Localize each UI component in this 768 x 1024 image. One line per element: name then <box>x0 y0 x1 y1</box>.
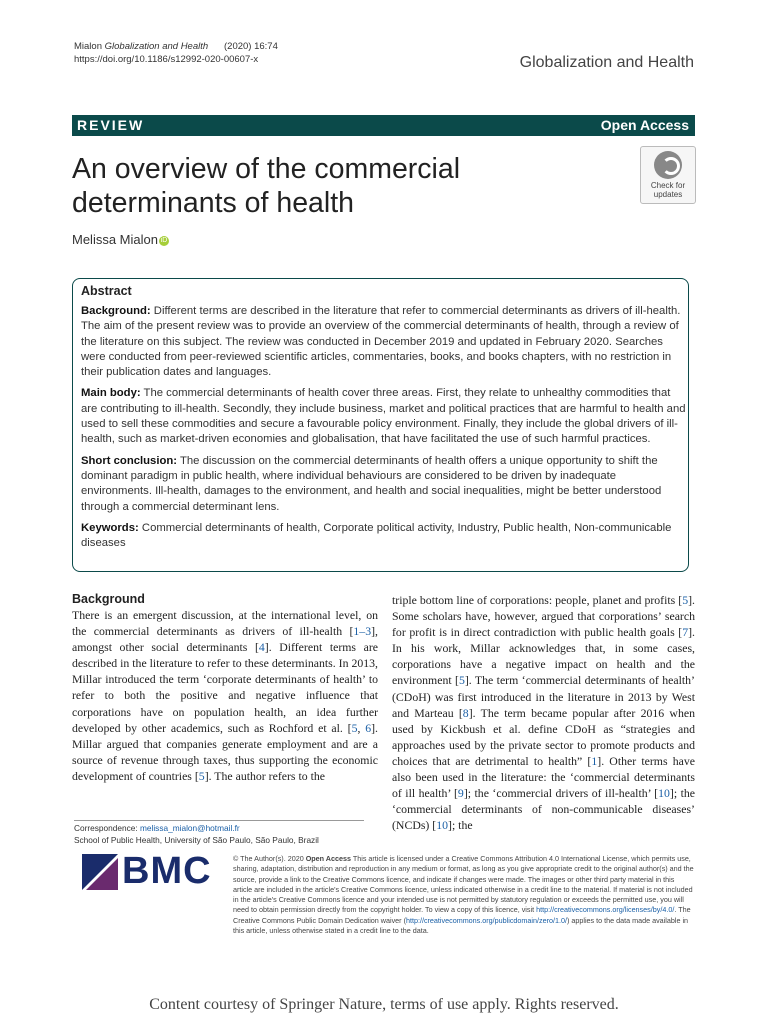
reference-link[interactable]: 1 <box>591 753 598 768</box>
license-body: ) applies to the data made available in this article, unless otherwise stated in a credit line to the data. <box>233 915 689 936</box>
reference-link[interactable]: 1–3 <box>353 624 372 639</box>
section-text: The discussion on the commercial determinants of health offers a unique opportunity to shift the dominant paradigm in public health, where individual behaviours are considered to be driven by inadequate environments. Ill-health, damages to the environment, and health and social inequalities, might be better understood through a commercial determinant lens. <box>81 454 662 513</box>
orcid-icon[interactable]: iD <box>160 236 168 244</box>
abstract-background <box>81 304 688 380</box>
check-for-updates-badge[interactable] <box>640 146 696 204</box>
body-text: triple bottom line of corporations: people, planet and profits [ <box>392 593 683 607</box>
section-label: Background: <box>81 305 151 317</box>
license-cc-by-link[interactable]: http://creativecommons.org/licenses/by/4.0/ <box>536 905 675 915</box>
citation-author: Mialon <box>74 41 102 52</box>
section-label: Keywords: <box>81 521 139 534</box>
body-text: ]. The term ‘commercial determinants of health’ (CDoH) was first introduced in the literature in 2013 by West and Marteau [ <box>392 673 695 720</box>
license-open-access: Open Access <box>305 854 351 863</box>
license-body: . The Creative Commons Public Domain Dedication waiver ( <box>233 905 691 925</box>
body-text: There is an emergent discussion, at the international level, on the commercial determinants as drivers of ill-health [ <box>72 608 378 639</box>
abstract-heading: Abstract <box>81 284 132 298</box>
open-access-label: Open Access <box>600 117 689 133</box>
body-text: ]. Different terms are described in the literature to refer to these determinants. In 2013, Millar introduced the term ‘corporate determinants of health’ to refer to both the positive and negative influence that corporations have on population health, an idea further developed by other academics, such as Rochford et al. [ <box>72 640 378 735</box>
body-text: ]. In his work, Millar acknowledges that, in some cases, corporations have a negative impact on health and the environment [ <box>392 625 695 688</box>
body-paragraph <box>72 607 378 784</box>
article-type-label: REVIEW <box>77 117 145 133</box>
section-heading-background: Background <box>72 592 145 606</box>
body-column-right <box>392 592 695 833</box>
reference-link[interactable]: 5 <box>198 768 205 783</box>
citation-header <box>74 40 278 66</box>
body-text: ]. Millar argued that companies generate employment and are a source of revenue through taxes, thus supporting the economic development of countries [ <box>72 720 378 783</box>
body-text: , <box>357 720 366 735</box>
reference-link[interactable]: 10 <box>658 786 670 801</box>
body-text: ]; the <box>448 818 473 833</box>
journal-name: Globalization and Health <box>519 54 694 71</box>
correspondence-email-link[interactable]: melissa_mialon@hotmail.fr <box>139 823 240 833</box>
body-text: ], amongst other social determinants [ <box>72 624 378 655</box>
author-name[interactable]: Melissa Mialon <box>72 232 158 247</box>
bmc-logo <box>82 850 222 894</box>
body-text: ]. The author refers to the <box>204 768 326 783</box>
update-icon <box>654 151 682 179</box>
reference-link[interactable]: 5 <box>458 673 465 688</box>
section-label: Main body: <box>81 387 141 400</box>
correspondence-label: Correspondence: <box>74 823 140 833</box>
license-text <box>233 854 695 936</box>
reference-link[interactable]: 8 <box>462 705 469 720</box>
footer-notice: Content courtesy of Springer Nature, terms of use apply. Rights reserved. <box>149 996 619 1013</box>
citation-volume: (2020) 16:74 <box>224 41 278 52</box>
abstract-keywords <box>81 521 688 552</box>
doi-link[interactable]: https://doi.org/10.1186/s12992-020-00607-x <box>74 54 259 65</box>
license-cc0-link[interactable]: http://creativecommons.org/publicdomain/zero/1.0/ <box>405 915 567 925</box>
body-text: ]; the ‘commercial determinants of non-communicable diseases’ (NCDs) [ <box>392 786 696 833</box>
citation-journal: Globalization and Health <box>104 41 209 52</box>
abstract-main-body <box>81 386 688 447</box>
reference-link[interactable]: 5 <box>682 593 689 607</box>
reference-link[interactable]: 10 <box>436 818 449 833</box>
bmc-logo-text: BMC <box>122 850 212 892</box>
body-column-left <box>72 592 378 784</box>
license-copyright: © The Author(s). 2020 <box>233 854 306 863</box>
reference-link[interactable]: 5 <box>351 720 358 735</box>
abstract-box <box>72 278 689 572</box>
body-text: ]. Some scholars have, however, argued that corporations’ search for profit is in direct contradiction with public health goals [ <box>392 593 695 640</box>
section-label: Short conclusion: <box>81 454 178 467</box>
reference-link[interactable]: 6 <box>365 720 372 735</box>
reference-link[interactable]: 7 <box>682 625 689 640</box>
author-line <box>72 232 169 247</box>
affiliation: School of Public Health, University of São Paulo, São Paulo, Brazil <box>74 834 319 845</box>
abstract-conclusion <box>81 454 688 515</box>
body-text: ]; the ‘commercial drivers of ill-health’ [ <box>463 786 659 801</box>
reference-link[interactable]: 9 <box>457 786 464 801</box>
section-text: Commercial determinants of health, Corporate political activity, Industry, Public health, Non-communicable diseases <box>81 521 672 550</box>
bmc-logo-icon <box>82 854 118 890</box>
article-title: An overview of the commercial determinants of health <box>72 153 461 219</box>
section-text: Different terms are described in the literature that refer to commercial determinants as drivers of ill-health. The aim of the present review was to provide an overview of the commercial determinants of health, through a review of the literature on this subject. The review was conducted in December 2019 and updated in February 2020. Searches were conducted from peer-reviewed scientific articles, commentaries, books, and books chapters, with no restriction in their publication dates and languages. <box>81 305 681 379</box>
section-text: The commercial determinants of health cover three areas. First, they relate to unhealthy commodities that are contributing to ill-health. Secondly, they include business, market and political practices that are harmful to health and used to sell these commodities and secure a favourable policy environment. Finally, they include the global drivers of ill-health, such as market-driven economies and globalisation, that have facilitated the use of such harmful practices. <box>81 387 686 446</box>
check-for-updates-label: Check for updates <box>650 181 686 199</box>
license-body: This article is licensed under a Creative Commons Attribution 4.0 International License, which permits use, sharing, adaptation, distribution and reproduction in any medium or format, as long as you give appropriate credit to the original author(s) and the source, provide a link to the Creative Commons licence, and indicate if changes were made. The images or other third party material in this article are included in the article's Creative Commons licence, unless indicated otherwise in a credit line to the material. If material is not included in the article's Creative Commons licence and your intended use is not permitted by statutory regulation or exceeds the permitted use, you will need to obtain permission directly from the copyright holder. To view a copy of this licence, visit <box>233 854 694 915</box>
body-text: ]. Other terms have also been used in the literature: the ‘commercial determinants of ill health’ [ <box>392 753 695 801</box>
correspondence-note <box>74 820 364 846</box>
article-type-banner <box>72 115 695 136</box>
body-paragraph <box>392 592 695 833</box>
body-text: ]. The term became popular after 2016 when used by Kickbush et al. define CDoH as “strategies and approaches used by the private sector to promote products and choices that are detrimental to health” [ <box>392 705 695 768</box>
reference-link[interactable]: 4 <box>258 640 265 655</box>
